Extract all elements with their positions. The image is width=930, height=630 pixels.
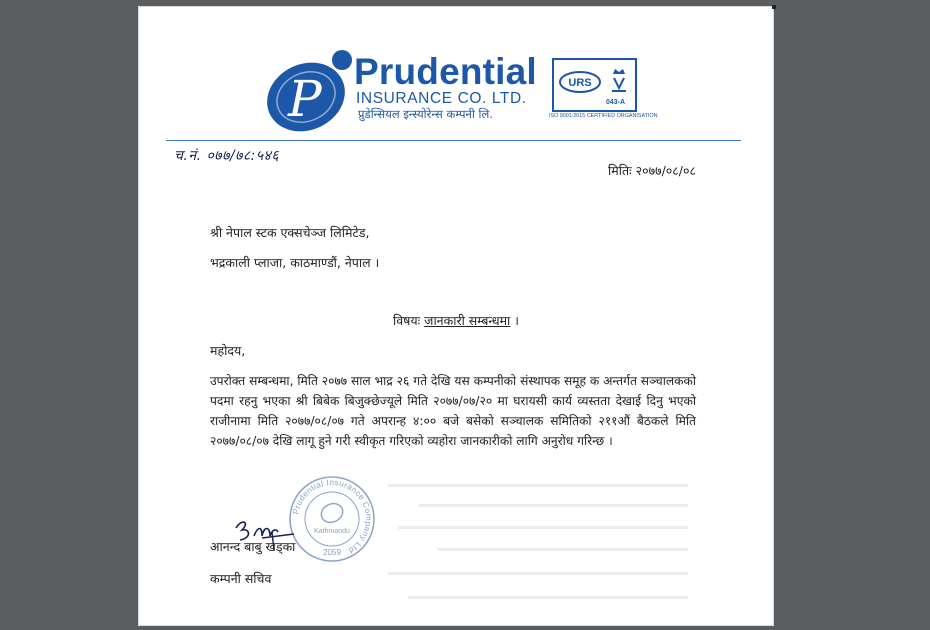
seal-city: Kathmandu	[314, 528, 350, 535]
certification-caption: ISO 9001:2015 CERTIFIED ORGANISATION	[549, 113, 658, 119]
recipient-line-1: श्री नेपाल स्टक एक्सचेञ्ज लिमिटेड,	[210, 225, 370, 240]
bleed-through-texture	[378, 480, 708, 630]
urs-logo	[558, 70, 602, 94]
signatory-designation: कम्पनी सचिव	[210, 571, 272, 586]
subject-text: जानकारी सम्बन्धमा	[424, 313, 511, 328]
logo-letter: P	[288, 70, 322, 128]
reference-number: च.नं. ०७७/७८:५४६	[174, 148, 280, 164]
certification-badge	[552, 58, 637, 112]
company-name-nepali: प्रुडेन्सियल इन्स्योरेन्स कम्पनी लि.	[358, 107, 493, 121]
urs-text: URS	[568, 77, 592, 89]
letter-page	[138, 6, 774, 626]
signatory-name: आनन्द बाबु खड्का	[210, 539, 296, 554]
certification-code: 043-A	[606, 99, 626, 106]
company-subtitle: INSURANCE CO. LTD.	[356, 90, 527, 107]
letter-body: उपरोक्त सम्बन्धमा, मिति २०७७ साल भाद्र २६ गते देखि यस कम्पनीको संस्थापक समूह क अन्तर्गत सञ्चालकको पदमा रहनु भएका श्री बिबेक बिजुक्छेज्यूले मिति २०७७/०७/२० मा घरायसी कार्य व्यस्तता देखाई दिनु भएको राजीनामा मिति २०७७/०८/०७ गते अपरान्ह ४:०० बजे बसेको सञ्चालक समितिको २११औं बैठकले मिति २०७७/०८/०७ देखि लागू हुने गरी स्वीकृत गरिएको व्यहोरा जानकारीको लागि अनुरोध गरिन्छ ।	[210, 374, 696, 448]
letter-date: मितिः २०७७/०८/०८	[608, 163, 696, 178]
seal-ring-text: Prudential Insurance Company Ltd.	[291, 477, 374, 557]
subject-prefix: विषयः	[392, 313, 421, 328]
seal-year: 2059	[323, 548, 341, 557]
recipient-line-2: भद्रकाली प्लाजा, काठमाण्डौं, नेपाल ।	[210, 255, 380, 270]
company-name: Prudential	[354, 51, 537, 92]
salutation: महोदय,	[210, 343, 246, 358]
letterhead-divider	[166, 140, 741, 141]
svg-text:Prudential Insurance Company L	[291, 478, 373, 557]
ukas-crown-icon	[610, 66, 628, 94]
subject-suffix: ।	[510, 313, 520, 328]
company-logo	[258, 50, 354, 132]
subject-line	[138, 312, 774, 329]
page-corner-mark	[772, 5, 776, 9]
